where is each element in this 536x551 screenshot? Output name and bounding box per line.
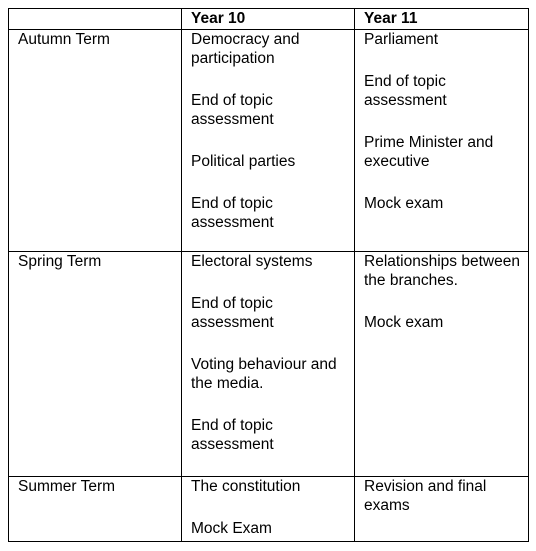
topic-item: Political parties [191,153,296,170]
year10-cell [182,252,355,477]
topic-item: Democracy and participation [191,31,300,67]
year11-cell [355,477,529,542]
topic-item: Mock exam [364,314,444,331]
header-cell-year-10: Year 10 [182,9,355,30]
term-label: Summer Term [9,477,182,542]
year11-cell [355,30,529,252]
term-label: Autumn Term [9,30,182,252]
topic-item: End of topic assessment [191,417,274,453]
term-label: Spring Term [9,252,182,477]
topic-item: End of topic assessment [364,73,447,109]
topic-item: Mock Exam [191,520,272,537]
topic-item: Prime Minister and executive [364,134,494,170]
table-row-autumn [9,30,529,252]
topic-item: Mock exam [364,195,444,212]
topic-item: Revision and final exams [364,478,487,514]
topic-item: End of topic assessment [191,295,274,331]
topic-item: Parliament [364,31,439,48]
year10-cell [182,477,355,542]
year11-cell [355,252,529,477]
table-row-spring [9,252,529,477]
topic-item: End of topic assessment [191,195,274,231]
topic-item: Voting behaviour and the media. [191,356,337,392]
topic-item: Electoral systems [191,253,313,270]
topic-item: Relationships between the branches. [364,253,520,289]
table-row-summer [9,477,529,542]
topic-item: The constitution [191,478,301,495]
header-row [9,9,529,30]
topic-item: End of topic assessment [191,92,274,128]
year10-cell [182,30,355,252]
curriculum-table [8,8,529,542]
header-cell-empty [9,9,182,30]
header-cell-year-11: Year 11 [355,9,529,30]
